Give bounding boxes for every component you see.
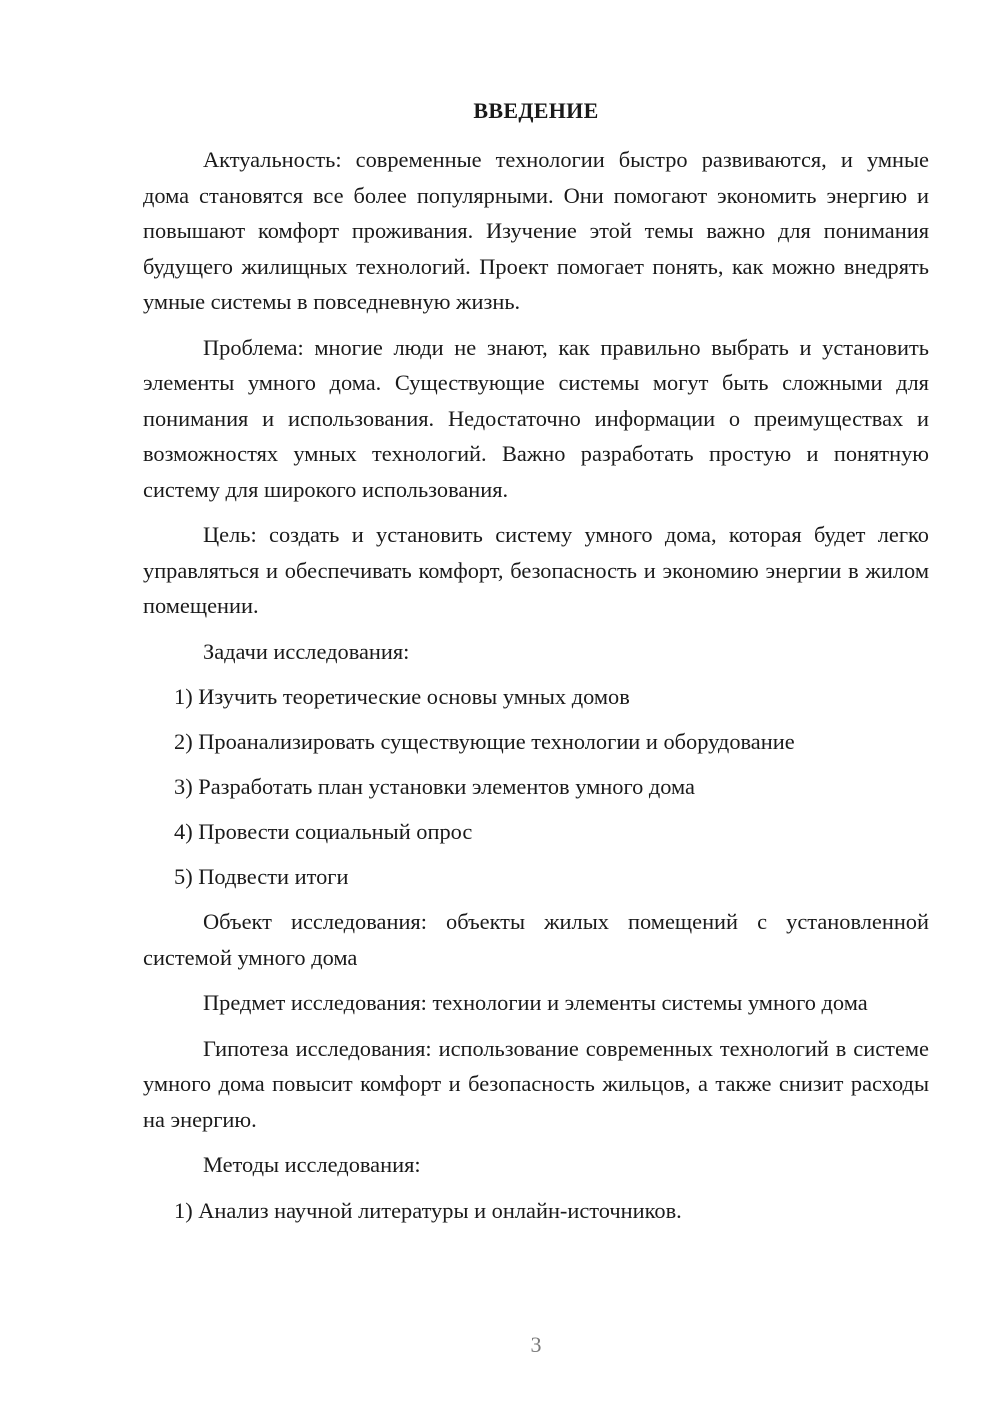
page-number: 3: [530, 1332, 542, 1357]
methods-list: [143, 1193, 929, 1229]
method-item-1: 1) Анализ научной литературы и онлайн-источников.: [174, 1197, 682, 1223]
task-item-3: 3) Разработать план установки элементов умного дома: [174, 774, 695, 800]
task-item-1: 1) Изучить теоретические основы умных домов: [174, 684, 630, 709]
subject-paragraph: Предмет исследования: технологии и элементы системы умного дома: [203, 990, 868, 1016]
tasks-heading: Задачи исследования:: [203, 638, 410, 664]
task-item-2: 2) Проанализировать существующие технологии и оборудование: [174, 729, 795, 755]
task-item-5: 5) Подвести итоги: [174, 864, 349, 890]
goal-paragraph: Цель: создать и установить систему умного дома, которая будет легко управляться и обеспечивать комфорт, безопасность и экономию энергии в жилом помещении.: [143, 522, 929, 618]
page-title: ВВЕДЕНИЕ: [473, 98, 599, 123]
document-body: [143, 142, 929, 1238]
hypothesis-paragraph: Гипотеза исследования: использование современных технологий в системе умного дома повысит комфорт и безопасность жильцов, а также снизит расходы на энергию.: [143, 1035, 929, 1132]
object-paragraph: Объект исследования: объекты жилых помещений с установленной системой умного дома: [143, 909, 929, 970]
methods-heading: Методы исследования:: [203, 1152, 421, 1178]
tasks-list: [143, 679, 929, 895]
problem-paragraph: Проблема: многие люди не знают, как правильно выбрать и установить элементы умного дома. Существующие системы могут быть сложными для понимания и использования. Недостаточно информации о преимуществах и возможностях умных технологий. Важно разработать простую и понятную систему для широкого использования.: [143, 334, 929, 502]
relevance-paragraph: Актуальность: современные технологии быстро развиваются, и умные дома становятся все более популярными. Они помогают экономить энергию и повышают комфорт проживания. Изучение этой темы важно для понимания будущего жилищных технологий. Проект помогает понять, как можно внедрять умные системы в повседневную жизнь.: [143, 147, 929, 314]
task-item-4: 4) Провести социальный опрос: [174, 819, 473, 845]
